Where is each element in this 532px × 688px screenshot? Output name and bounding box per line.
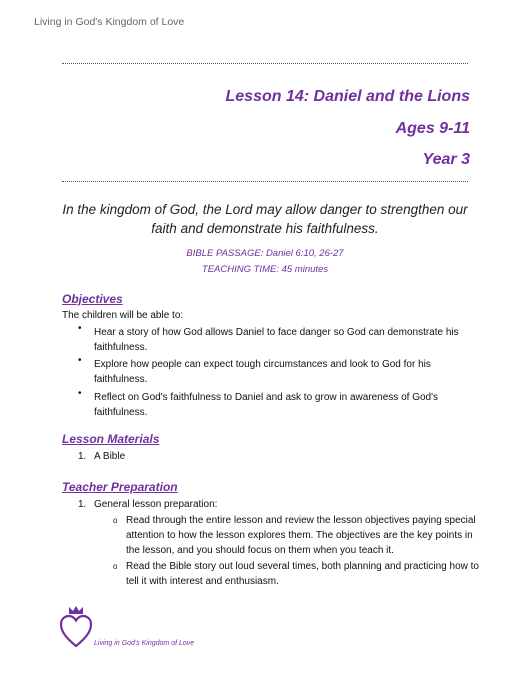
bullet-icon: • — [78, 323, 82, 334]
bullet-icon: • — [78, 388, 82, 399]
running-header: Living in God's Kingdom of Love — [34, 16, 185, 28]
lesson-theme-line-1: In the kingdom of God, the Lord may allow danger to strengthen our — [62, 202, 468, 217]
lesson-theme — [62, 200, 468, 238]
divider-bottom — [62, 181, 468, 182]
objective-item — [94, 325, 459, 355]
bible-passage: BIBLE PASSAGE: Daniel 6:10, 26-27 — [186, 248, 344, 259]
objective-line: Hear a story of how God allows Daniel to face danger so God can demonstrate his — [94, 327, 459, 338]
materials-item-number: 1. — [78, 451, 87, 462]
divider-top — [62, 63, 468, 64]
materials-item: A Bible — [94, 451, 126, 462]
objective-line: faithfulness. — [94, 407, 148, 418]
subitem-line: Read the Bible story out loud several times, both planning and practicing how to — [126, 561, 479, 572]
objective-line: faithfulness. — [94, 342, 148, 353]
subitem-line: attention to how the lesson explores them. The objectives are the key points in — [126, 530, 473, 541]
teaching-time: TEACHING TIME: 45 minutes — [201, 264, 329, 275]
objective-line: Explore how people can expect tough circumstances and look to God for his — [94, 359, 431, 370]
preparation-item-number: 1. — [78, 499, 87, 510]
preparation-subitem — [126, 513, 476, 558]
objective-item — [94, 390, 438, 420]
lesson-title: Lesson 14: Daniel and the Lions — [225, 88, 470, 105]
sub-bullet-icon: o — [113, 562, 118, 571]
lesson-theme-line-2: faith and demonstrate his faithfulness. — [151, 221, 379, 236]
lesson-ages: Ages 9-11 — [395, 120, 470, 137]
objective-line: faithfulness. — [94, 374, 148, 385]
subitem-line: tell it with interest and enthusiasm. — [126, 576, 279, 587]
objective-line: Reflect on God's faithfulness to Daniel and ask to grow in awareness of God's — [94, 392, 439, 403]
objectives-lead: The children will be able to: — [62, 310, 184, 321]
objectives-heading: Objectives — [62, 292, 123, 306]
preparation-item: General lesson preparation: — [94, 499, 218, 510]
footer-text: Living in God's Kingdom of Love — [94, 640, 195, 647]
preparation-heading: Teacher Preparation — [62, 480, 178, 494]
materials-heading: Lesson Materials — [62, 432, 160, 446]
sub-bullet-icon: o — [113, 516, 118, 525]
subitem-line: Read through the entire lesson and review the lesson objectives paying special — [126, 515, 476, 526]
preparation-subitem — [126, 559, 479, 589]
bullet-icon: • — [78, 355, 82, 366]
crown-heart-icon — [60, 605, 92, 654]
subitem-line: the lesson, and you should focus on them when you teach it. — [126, 545, 394, 556]
objective-item — [94, 357, 431, 387]
lesson-year: Year 3 — [422, 151, 470, 168]
